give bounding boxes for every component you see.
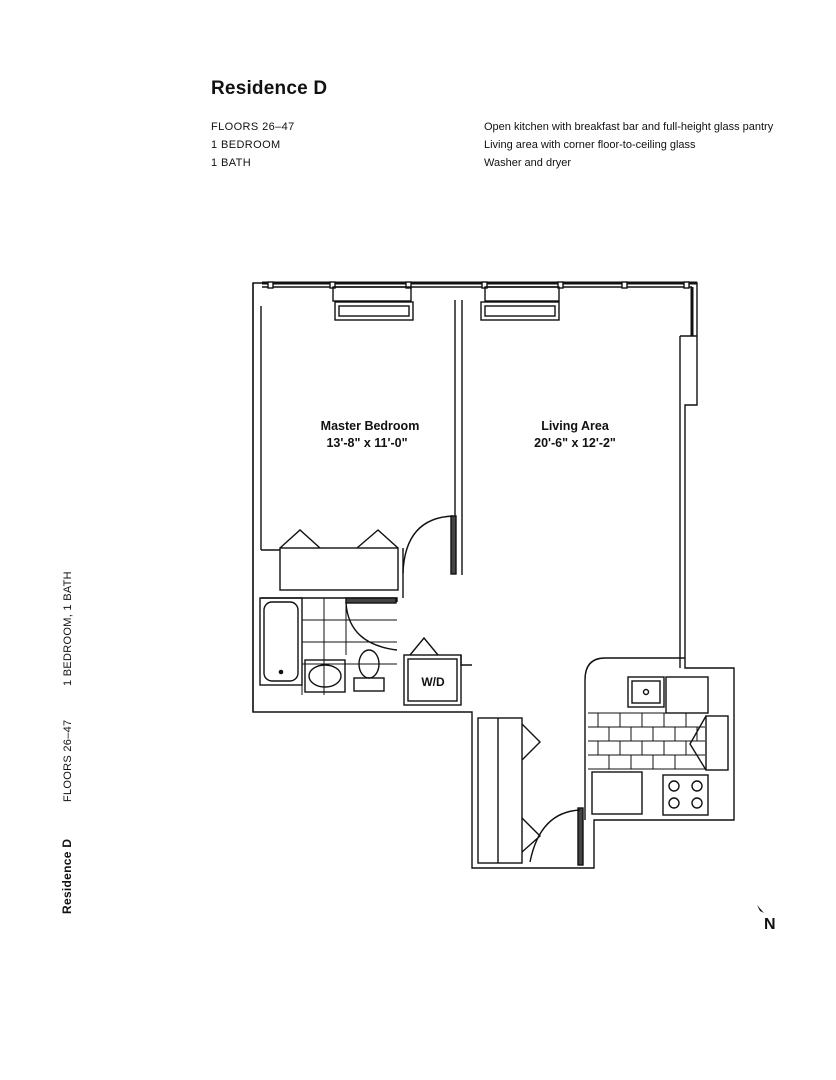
living-size: 20'-6" x 12'-2"	[534, 436, 616, 450]
kitchen	[585, 658, 728, 820]
laundry-label: W/D	[421, 675, 445, 689]
hall-closet	[478, 718, 540, 863]
east-wall-column	[680, 336, 697, 668]
bedroom-door-leaf	[451, 516, 456, 574]
closet-door-left	[280, 530, 320, 548]
laundry-closet	[404, 638, 472, 705]
cooktop	[663, 775, 708, 815]
refrigerator	[592, 772, 642, 814]
exterior-wall	[253, 283, 734, 868]
side-config: 1 BEDROOM, 1 BATH	[62, 571, 74, 686]
bedroom-closet	[280, 548, 398, 590]
side-floors: FLOORS 26–47	[62, 719, 74, 802]
spec-baths: 1 BATH	[211, 157, 252, 169]
bedroom-size: 13'-8" x 11'-0"	[326, 436, 408, 450]
bathroom	[260, 598, 397, 695]
bedroom-window-unit	[333, 287, 413, 320]
compass-label: N	[764, 916, 776, 933]
feature-living: Living area with corner floor-to-ceiling glass	[484, 139, 696, 151]
living-window-unit	[481, 287, 559, 320]
bedroom-name: Master Bedroom	[320, 419, 420, 433]
entry-door-leaf	[578, 808, 583, 865]
spec-bedrooms: 1 BEDROOM	[211, 139, 281, 151]
bedroom-door-swing	[403, 516, 453, 573]
closet-door-right	[357, 530, 398, 548]
feature-kitchen: Open kitchen with breakfast bar and full-height glass pantry	[484, 121, 774, 133]
living-name: Living Area	[541, 419, 609, 433]
side-residence: Residence D	[60, 838, 74, 914]
page-title: Residence D	[211, 78, 328, 99]
dishwasher	[666, 677, 708, 713]
spec-floors: FLOORS 26–47	[211, 121, 295, 133]
sink-basin	[309, 665, 341, 687]
glass-pantry	[706, 716, 728, 770]
entry-door-swing	[522, 810, 580, 862]
north-arrow-icon	[756, 904, 766, 916]
toilet-tank	[354, 678, 384, 691]
feature-laundry: Washer and dryer	[484, 157, 572, 169]
